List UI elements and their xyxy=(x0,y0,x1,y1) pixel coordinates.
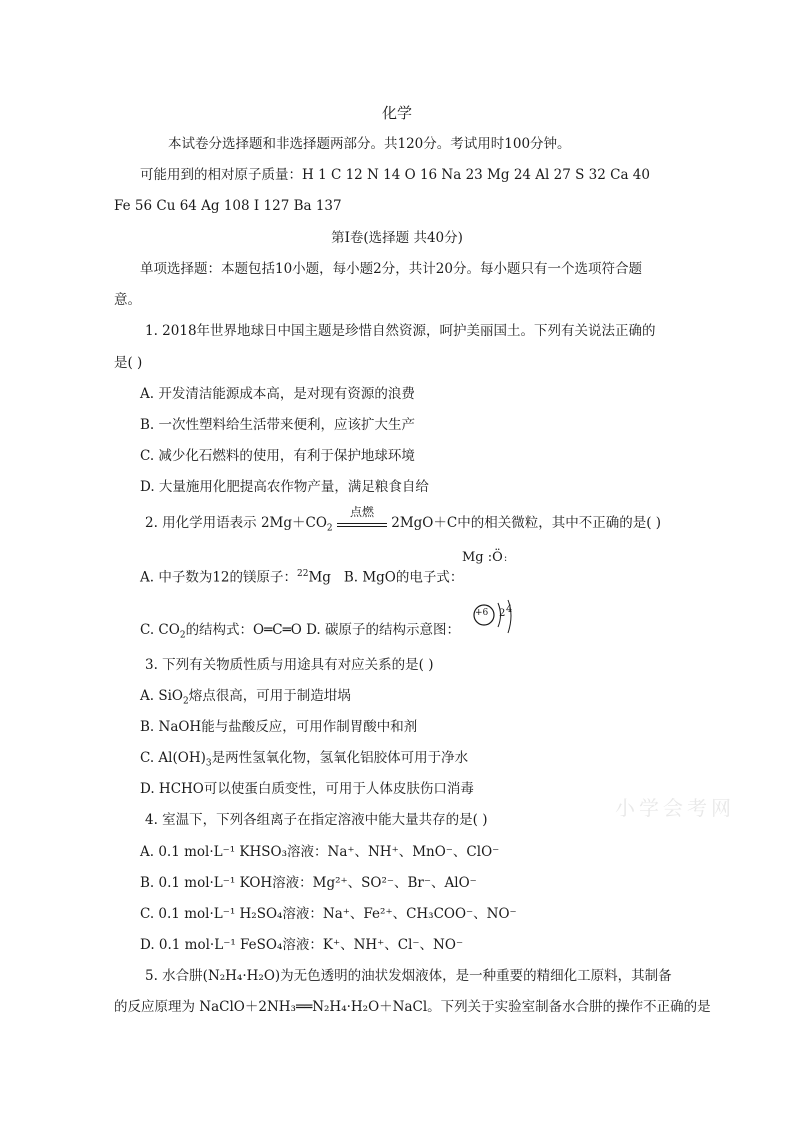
q3-option-b: B. NaOH能与盐酸反应，可用作制胃酸中和剂 xyxy=(140,719,418,735)
q3-option-a-sub: 2 xyxy=(182,696,189,707)
q5-stem-1: 5. 水合肼(N₂H₄·H₂O)为无色透明的油状发烟液体，是一种重要的精细化工原料，其制备 xyxy=(145,968,672,984)
q2-stem-sub: 2 xyxy=(326,523,333,534)
reaction-condition xyxy=(337,505,387,527)
section-instruction-1: 单项选择题：本题包括10小题，每小题2分，共计20分。每小题只有一个选项符合题 xyxy=(140,261,642,277)
q3-option-c-pre: C. Al(OH) xyxy=(140,750,206,766)
q1-stem-2: 是( ) xyxy=(114,355,143,371)
mgo-mg: Mg xyxy=(462,550,484,565)
carbon-shell-1: 2 xyxy=(499,608,506,619)
q3-option-a xyxy=(140,687,351,711)
q2-stem xyxy=(145,505,662,538)
q2-option-c-post: 的结构式：O═C═O D. 碳原子的结构示意图： xyxy=(185,622,460,638)
q2-option-b: B. MgO的电子式： xyxy=(343,569,464,586)
q3-option-a-pre: A. SiO xyxy=(140,688,183,704)
mgo-electron-formula: Mg :Ö: xyxy=(462,550,508,565)
q2-stem-post: 2MgO＋C中的相关微粒，其中不正确的是( ) xyxy=(391,515,662,531)
q3-option-c-sub: 3 xyxy=(205,758,212,769)
q2-option-a: A. 中子数为12的镁原子： xyxy=(140,569,298,586)
q1-stem-1: 1. 2018年世界地球日中国主题是珍惜自然资源，呵护美丽国土。下列有关说法正确的 xyxy=(145,323,656,339)
q1-option-d: D. 大量施用化肥提高农作物产量，满足粮食自给 xyxy=(140,479,429,495)
q1-option-c: C. 减少化石燃料的使用，有利于保护地球环境 xyxy=(140,448,415,464)
section-instruction-2: 意。 xyxy=(114,292,141,308)
q3-option-c xyxy=(140,749,468,773)
mgo-colon: : xyxy=(487,550,493,565)
carbon-shell-2: 4 xyxy=(506,604,513,615)
q2-options-ab xyxy=(140,565,463,587)
q5-stem-2: 的反应原理为 NaClO＋2NH₃══N₂H₄·H₂O＋NaCl。下列关于实验室制备水合肼的操作不正确的是 xyxy=(114,999,711,1015)
q4-option-a: A. 0.1 mol·L⁻¹ KHSO₃溶液：Na⁺、NH⁺、MnO⁻、ClO⁻ xyxy=(140,844,500,860)
q2-option-c-sub: 2 xyxy=(179,630,186,641)
q3-option-c-post: 是两性氢氧化物，氢氧化铝胶体可用于净水 xyxy=(211,750,469,766)
reaction-condition-text: 点燃 xyxy=(349,505,374,519)
section-title: 第Ⅰ卷(选择题 共40分) xyxy=(331,230,463,246)
q2-option-c-pre: C. CO xyxy=(140,622,180,638)
q3-stem: 3. 下列有关物质性质与用途具有对应关系的是( ) xyxy=(145,657,434,673)
double-arrow-icon xyxy=(337,523,387,527)
watermark: 小学会考网 xyxy=(615,796,735,820)
carbon-atom-diagram xyxy=(472,599,518,639)
q4-option-d: D. 0.1 mol·L⁻¹ FeSO₄溶液：K⁺、NH⁺、Cl⁻、NO⁻ xyxy=(140,937,464,953)
q2-stem-pre: 2. 用化学用语表示 2Mg＋CO xyxy=(145,515,327,531)
q3-option-a-post: 熔点很高，可用于制造坩埚 xyxy=(188,688,351,704)
q4-stem: 4. 室温下，下列各组离子在指定溶液中能大量共存的是( ) xyxy=(145,812,488,828)
q4-option-b: B. 0.1 mol·L⁻¹ KOH溶液：Mg²⁺、SO²⁻、Br⁻、AlO⁻ xyxy=(140,875,477,891)
q4-option-c: C. 0.1 mol·L⁻¹ H₂SO₄溶液：Na⁺、Fe²⁺、CH₃COO⁻、NO⁻ xyxy=(140,906,517,922)
atomic-masses-line-1: 可能用到的相对原子质量：H 1 C 12 N 14 O 16 Na 23 Mg 24 Al 27 S 32 Ca 40 xyxy=(140,167,650,183)
page-title: 化学 xyxy=(381,104,412,122)
atomic-masses-line-2: Fe 56 Cu 64 Ag 108 I 127 Ba 137 xyxy=(114,198,342,214)
mg-isotope-symbol: Mg xyxy=(308,569,331,586)
mg-isotope-mass: 22 xyxy=(297,569,309,579)
q2-options-cd xyxy=(140,621,460,645)
q1-option-b: B. 一次性塑料给生活带来便利，应该扩大生产 xyxy=(140,417,416,433)
q3-option-d: D. HCHO可以使蛋白质变性，可用于人体皮肤伤口消毒 xyxy=(140,781,474,797)
carbon-core-charge: +6 xyxy=(475,608,489,618)
q1-option-a: A. 开发清洁能源成本高，是对现有资源的浪费 xyxy=(140,386,415,402)
mgo-o: Ö xyxy=(492,550,504,565)
exam-intro: 本试卷分选择题和非选择题两部分。共120分。考试用时100分钟。 xyxy=(168,136,571,152)
